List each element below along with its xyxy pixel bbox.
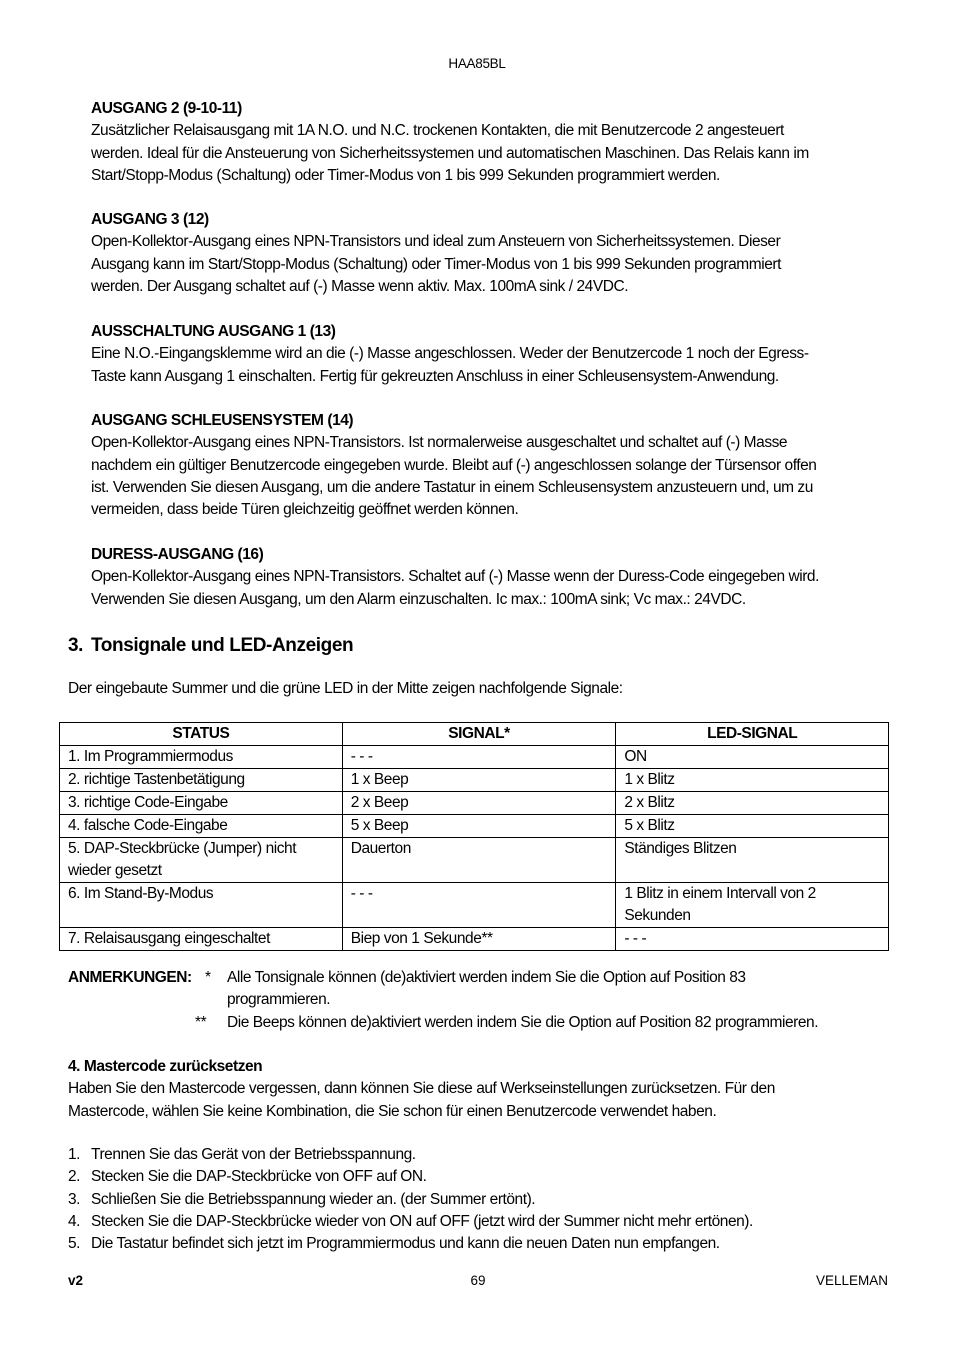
section-line: Open-Kollektor-Ausgang eines NPN-Transistors und ideal zum Ansteuern von Sicherheitssystemen. Dieser xyxy=(91,233,781,251)
section-line: Start/Stopp-Modus (Schaltung) oder Timer-Modus von 1 bis 999 Sekunden programmiert werden. xyxy=(91,166,720,184)
cell-led-signal: 1 Blitz in einem Intervall von 2 Sekunden xyxy=(616,883,889,928)
section-line: Zusätzlicher Relaisausgang mit 1A N.O. und N.C. trockenen Kontakten, die mit Benutzercode 2 angesteuert xyxy=(91,122,784,140)
table-row xyxy=(60,928,889,951)
note-line: Die Beeps können de)aktiviert werden indem Sie die Option auf Position 82 programmieren. xyxy=(227,1013,819,1031)
column-header-led-signal: LED-SIGNAL xyxy=(616,723,889,746)
chapter-intro: Der eingebaute Summer und die grüne LED in der Mitte zeigen nachfolgende Signale: xyxy=(68,680,623,697)
column-header-status: STATUS xyxy=(60,723,343,746)
cell-status: 1. Im Programmiermodus xyxy=(60,746,343,769)
table-row xyxy=(60,838,889,883)
cell-status: 2. richtige Tastenbetätigung xyxy=(60,769,343,792)
section-line: Haben Sie den Mastercode vergessen, dann können Sie diese auf Werkseinstellungen zurücksetzen. Für den xyxy=(68,1080,775,1098)
step-text: Stecken Sie die DAP-Steckbrücke von OFF auf ON. xyxy=(91,1168,427,1186)
step-number: 4. xyxy=(68,1212,81,1230)
table-row xyxy=(60,792,889,815)
step-number: 5. xyxy=(68,1235,81,1253)
note-line: programmieren. xyxy=(227,991,331,1009)
cell-signal: - - - xyxy=(342,883,616,928)
section-line: Open-Kollektor-Ausgang eines NPN-Transistors. Schaltet auf (-) Masse wenn der Duress-Code eingegeben wird. xyxy=(91,568,819,586)
section-title: AUSGANG 2 (9-10-11) xyxy=(91,100,242,117)
chapter-heading xyxy=(68,635,353,657)
section-line: Verwenden Sie diesen Ausgang, um den Alarm einzuschalten. Ic max.: 100mA sink; Vc max.: 24VDC. xyxy=(91,590,746,608)
list-item xyxy=(68,1211,898,1233)
section-line: vermeiden, dass beide Türen gleichzeitig geöffnet werden können. xyxy=(91,501,519,519)
note-text xyxy=(227,967,888,1012)
list-item xyxy=(68,1166,898,1188)
section-line: nachdem ein gültiger Benutzercode eingegeben wurde. Bleibt auf (-) angeschlossen solange der Türsensor offen xyxy=(91,456,817,474)
table-row xyxy=(60,746,889,769)
table-header-row xyxy=(60,723,889,746)
section-title: AUSSCHALTUNG AUSGANG 1 (13) xyxy=(91,323,336,340)
footer-brand: VELLEMAN xyxy=(815,1273,888,1288)
cell-signal: Dauerton xyxy=(342,838,616,883)
chapter-number: 3. xyxy=(68,635,84,656)
cell-status: 3. richtige Code-Eingabe xyxy=(60,792,343,815)
cell-signal: - - - xyxy=(342,746,616,769)
notes-label: ANMERKUNGEN: xyxy=(68,969,192,986)
step-text: Trennen Sie das Gerät von der Betriebsspannung. xyxy=(91,1146,416,1163)
cell-signal: 1 x Beep xyxy=(342,769,616,792)
footer-page-number: 69 xyxy=(470,1273,486,1288)
cell-status: 6. Im Stand-By-Modus xyxy=(60,883,343,928)
notes-block xyxy=(68,967,888,1034)
cell-signal: 5 x Beep xyxy=(342,815,616,838)
cell-led-signal: Ständiges Blitzen xyxy=(616,838,889,883)
footer-version: v2 xyxy=(68,1273,84,1288)
step-text: Schließen Sie die Betriebsspannung wieder an. (der Summer ertönt). xyxy=(91,1190,536,1208)
list-item xyxy=(68,1233,898,1255)
section-title: DURESS-AUSGANG (16) xyxy=(91,546,264,563)
step-number: 1. xyxy=(68,1146,81,1163)
section-title: AUSGANG SCHLEUSENSYSTEM (14) xyxy=(91,412,354,429)
cell-led-signal: ON xyxy=(616,746,889,769)
note-mark: ** xyxy=(195,1013,207,1031)
cell-signal: 2 x Beep xyxy=(342,792,616,815)
step-text: Die Tastatur befindet sich jetzt im Programmiermodus und kann die neuen Daten nun empfangen. xyxy=(91,1235,720,1253)
section-line: werden. Ideal für die Ansteuerung von Sicherheitssystemen und automatischen Maschinen. Das Relais kann im xyxy=(91,144,809,162)
column-header-signal: SIGNAL* xyxy=(342,723,616,746)
list-item xyxy=(68,1189,898,1211)
section-ausgang-2 xyxy=(91,98,891,187)
signal-table xyxy=(59,722,889,951)
cell-led-signal: 1 x Blitz xyxy=(616,769,889,792)
cell-signal: Biep von 1 Sekunde** xyxy=(342,928,616,951)
step-number: 2. xyxy=(68,1168,81,1186)
section-line: ist. Verwenden Sie diesen Ausgang, um die andere Tastatur in einem Schleusensystem anzusteuern und, um zu xyxy=(91,478,813,496)
section-ausgang-3 xyxy=(91,209,891,298)
table-row xyxy=(60,769,889,792)
chapter-title: Tonsignale und LED-Anzeigen xyxy=(91,635,354,656)
cell-status: 5. DAP-Steckbrücke (Jumper) nicht wieder gesetzt xyxy=(60,838,343,883)
section-line: werden. Der Ausgang schaltet auf (-) Masse wenn aktiv. Max. 100mA sink / 24VDC. xyxy=(91,277,629,295)
page-header-model: HAA85BL xyxy=(448,56,506,71)
section-title: AUSGANG 3 (12) xyxy=(91,211,209,228)
section-mastercode xyxy=(68,1056,898,1123)
step-text: Stecken Sie die DAP-Steckbrücke wieder von ON auf OFF (jetzt wird der Summer nicht mehr ertönen). xyxy=(91,1212,753,1230)
table-row xyxy=(60,815,889,838)
step-number: 3. xyxy=(68,1190,81,1208)
cell-led-signal: 5 x Blitz xyxy=(616,815,889,838)
section-line: Open-Kollektor-Ausgang eines NPN-Transistors. Ist normalerweise ausgeschaltet und schaltet auf (-) Masse xyxy=(91,434,788,452)
reset-steps-list xyxy=(68,1144,898,1255)
note-line: Alle Tonsignale können (de)aktiviert werden indem Sie die Option auf Position 83 xyxy=(227,969,746,986)
note-mark: * xyxy=(205,969,211,986)
cell-led-signal: 2 x Blitz xyxy=(616,792,889,815)
section-duress-ausgang xyxy=(91,544,891,611)
section-ausgang-schleusensystem xyxy=(91,410,891,521)
section-line: Mastercode, wählen Sie keine Kombination, die Sie schon für einen Benutzercode verwendet haben. xyxy=(68,1102,717,1120)
cell-led-signal: - - - xyxy=(616,928,889,951)
note-text xyxy=(227,1012,888,1034)
section-line: Taste kann Ausgang 1 einschalten. Fertig für gekreuzten Anschluss in einer Schleusensystem-Anwendung. xyxy=(91,367,779,385)
section-line: Ausgang kann im Start/Stopp-Modus (Schaltung) oder Timer-Modus von 1 bis 999 Sekunden programmiert xyxy=(91,255,781,273)
table-row xyxy=(60,883,889,928)
section-title: 4. Mastercode zurücksetzen xyxy=(68,1058,263,1075)
section-ausschaltung-ausgang-1 xyxy=(91,321,891,388)
cell-status: 7. Relaisausgang eingeschaltet xyxy=(60,928,343,951)
section-line: Eine N.O.-Eingangsklemme wird an die (-) Masse angeschlossen. Weder der Benutzercode 1 noch der Egress- xyxy=(91,345,809,363)
list-item xyxy=(68,1144,898,1166)
cell-status: 4. falsche Code-Eingabe xyxy=(60,815,343,838)
